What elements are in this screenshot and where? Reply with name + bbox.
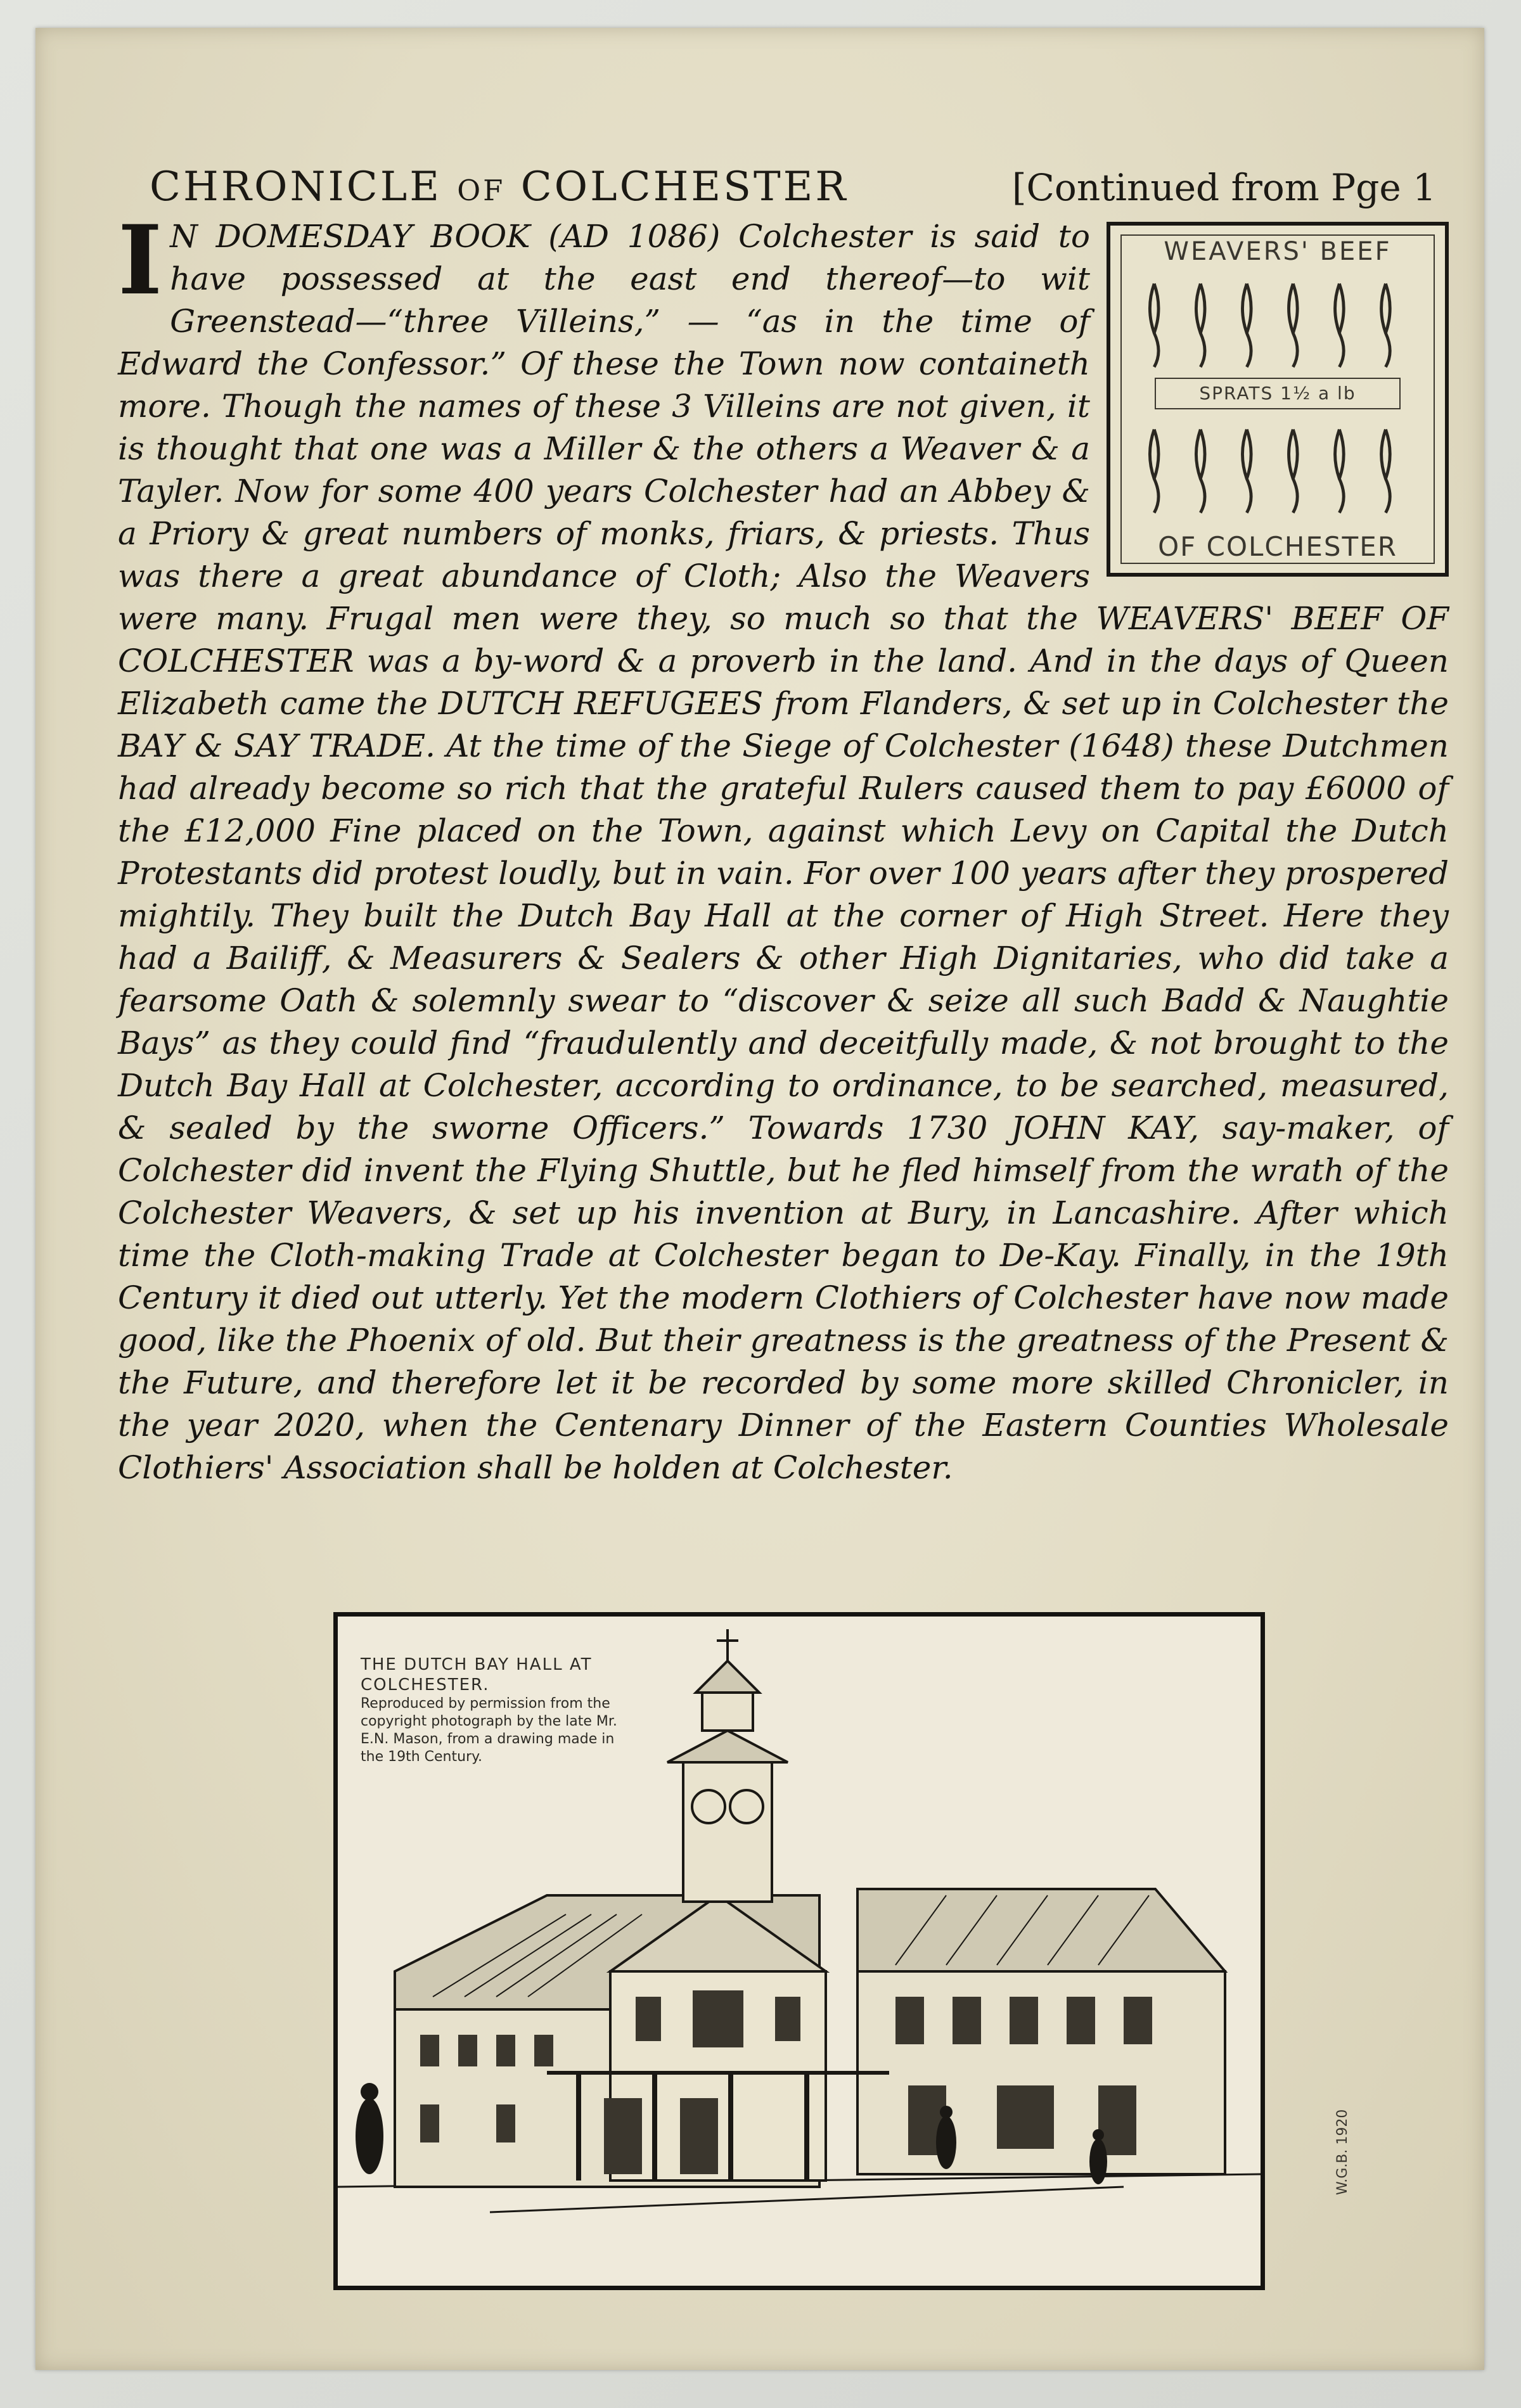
- chronicle-body: [118, 205, 1449, 1489]
- document-page: [35, 28, 1484, 2370]
- chronicle-text-block: [118, 155, 1449, 1536]
- inset-bottom-label: OF COLCHESTER: [1158, 531, 1397, 562]
- weavers-beef-inset: [1107, 222, 1449, 577]
- fish-figures-icon: [1136, 422, 1420, 517]
- illustration-caption-body: Reproduced by permission from the copyright photograph by the late Mr. E.N. Mason, from a drawing made in the 19th Century.: [361, 1696, 617, 1765]
- dutch-bay-hall-illustration: [333, 1612, 1265, 2290]
- fish-row-bottom: [1136, 422, 1420, 517]
- chronicle-paragraph: N DOMESDAY BOOK (AD 1086) Colchester is said to have possessed at the east end thereof—to wit Greenstead—“three Villeins,” — “as in the time of Edward the Confessor.” Of these the Town now containeth more. Though the names of these 3 Villeins are not given, it is thought that one was a Miller & the others a Weaver & a Tayler. Now for some 400 years Colchester had an Abbey & a Priory & great numbers of monks, friars, & priests. Thus was there a great abundance of Cloth; Also the Weavers were many. Frugal men were they, so much so that the WEAVERS' BEEF OF COLCHESTER was a by-word & a proverb in the land. And in the days of Queen Elizabeth came the DUTCH REFUGEES from Flanders, & set up in Colchester the BAY & SAY TRADE. At the time of the Siege of Colchester (1648) these Dutchmen had already become so rich that the grateful Rulers caused them to pay £6000 of the £12,000 Fine placed on the Town, against which Levy on Capital the Dutch Protestants did protest loudly, but in vain. For over 100 years after they prospered mightily. They built the Dutch Bay Hall at the corner of High Street. Here they had a Bailiff, & Measurers & Sealers & other High Dignitaries, who did take a fearsome Oath & solemnly swear to “discover & seize all such Badd & Naughtie Bays” as they could find “fraudulently and deceitfully made, & not brought to the Dutch Bay Hall at Colchester, according to ordinance, to be searched, measured, & sealed by the sworne Officers.” Towards 1730 JOHN KAY, say-maker, of Colchester did invent the Flying Shuttle, but he fled himself from the wrath of the Colchester Weavers, & set up his invention at Bury, in Lancashire. After which time the Cloth-making Trade at Colchester began to De-Kay. Finally, in the 19th Century it died out utterly. Yet the modern Clothiers of Colchester have now made good, like the Phoenix of old. But their greatness is the greatness of the Present & the Future, and therefore let it be recorded by some more skilled Chronicler, in the year 2020, when the Centenary Dinner of the Eastern Counties Wholesale Clothiers' Association shall be holden at Colchester.: [118, 218, 1449, 1486]
- illustration-caption-title: THE DUTCH BAY HALL AT COLCHESTER.: [361, 1655, 593, 1694]
- bay-hall-drawing-icon: [338, 1617, 1261, 2286]
- continued-note: [Continued from Pge 1: [1011, 166, 1436, 209]
- inset-price-band: SPRATS 1½ a lb: [1155, 378, 1401, 409]
- page-title: CHRONICLE of COLCHESTER: [150, 163, 849, 210]
- fish-figures-icon: [1136, 276, 1420, 371]
- fish-row-top: [1136, 276, 1420, 371]
- inset-top-label: WEAVERS' BEEF: [1164, 237, 1392, 266]
- drop-cap: I: [118, 205, 163, 316]
- artist-signature: W.G.B. 1920: [1335, 2109, 1351, 2195]
